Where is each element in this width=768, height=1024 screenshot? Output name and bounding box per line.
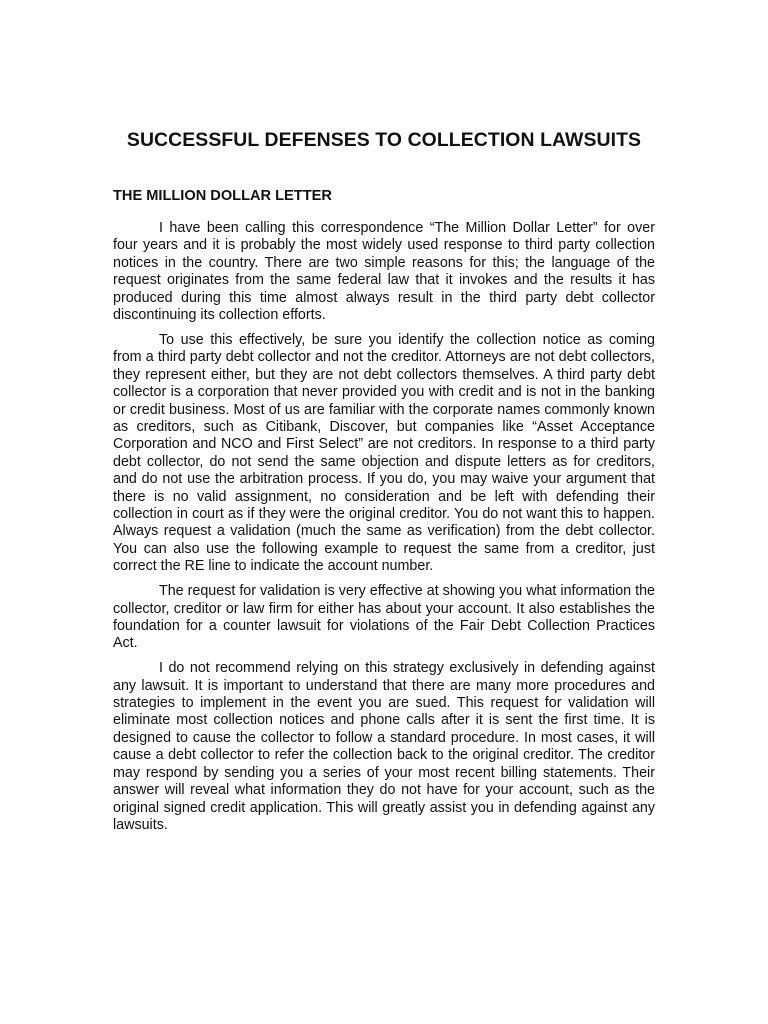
paragraph-4: I do not recommend relying on this strategy exclusively in defending against any lawsuit. It is important to understand that there are many more procedures and strategies to implement in the event you are sued. This request for validation will eliminate most collection notices and phone calls after it is sent the first time. It is designed to cause the collector to follow a standard procedure. In most cases, it will cause a debt collector to refer the collection back to the original creditor. The creditor may respond by sending you a series of your most recent billing statements. Their answer will reveal what information they do not have for your account, such as the original signed credit application. This will greatly assist you in defending against any lawsuits. — [113, 660, 655, 833]
paragraph-2: To use this effectively, be sure you identify the collection notice as coming from a third party debt collector and not the creditor. Attorneys are not debt collectors, they represent either, but they are not debt collectors themselves. A third party debt collector is a corporation that never provided you with credit and is not in the banking or credit business. Most of us are familiar with the corporate names commonly known as creditors, such as Citibank, Discover, but companies like “Asset Acceptance Corporation and NCO and First Select” are not creditors. In response to a third party debt collector, do not send the same objection and dispute letters as for creditors, and do not use the arbitration process. If you do, you may waive your argument that there is no valid assignment, no consideration and be left with defending their collection in court as if they were the original creditor. You do not want this to happen. Always request a validation (much the same as verification) from the debt collector. You can also use the following example to request the same from a creditor, just correct the RE line to indicate the account number. — [113, 331, 655, 575]
paragraph-1: I have been calling this correspondence “The Million Dollar Letter” for over four years and it is probably the most widely used response to third party collection notices in the country. There are two simple reasons for this; the language of the request originates from the same federal law that it invokes and the results it has produced during this time almost always result in the third party debt collector discontinuing its collection efforts. — [113, 220, 655, 324]
document-body — [113, 220, 655, 842]
document-title: SUCCESSFUL DEFENSES TO COLLECTION LAWSUITS — [126, 129, 642, 151]
section-heading: THE MILLION DOLLAR LETTER — [113, 188, 332, 204]
paragraph-3: The request for validation is very effective at showing you what information the collector, creditor or law firm for either has about your account. It also establishes the foundation for a counter lawsuit for violations of the Fair Debt Collection Practices Act. — [113, 583, 655, 652]
